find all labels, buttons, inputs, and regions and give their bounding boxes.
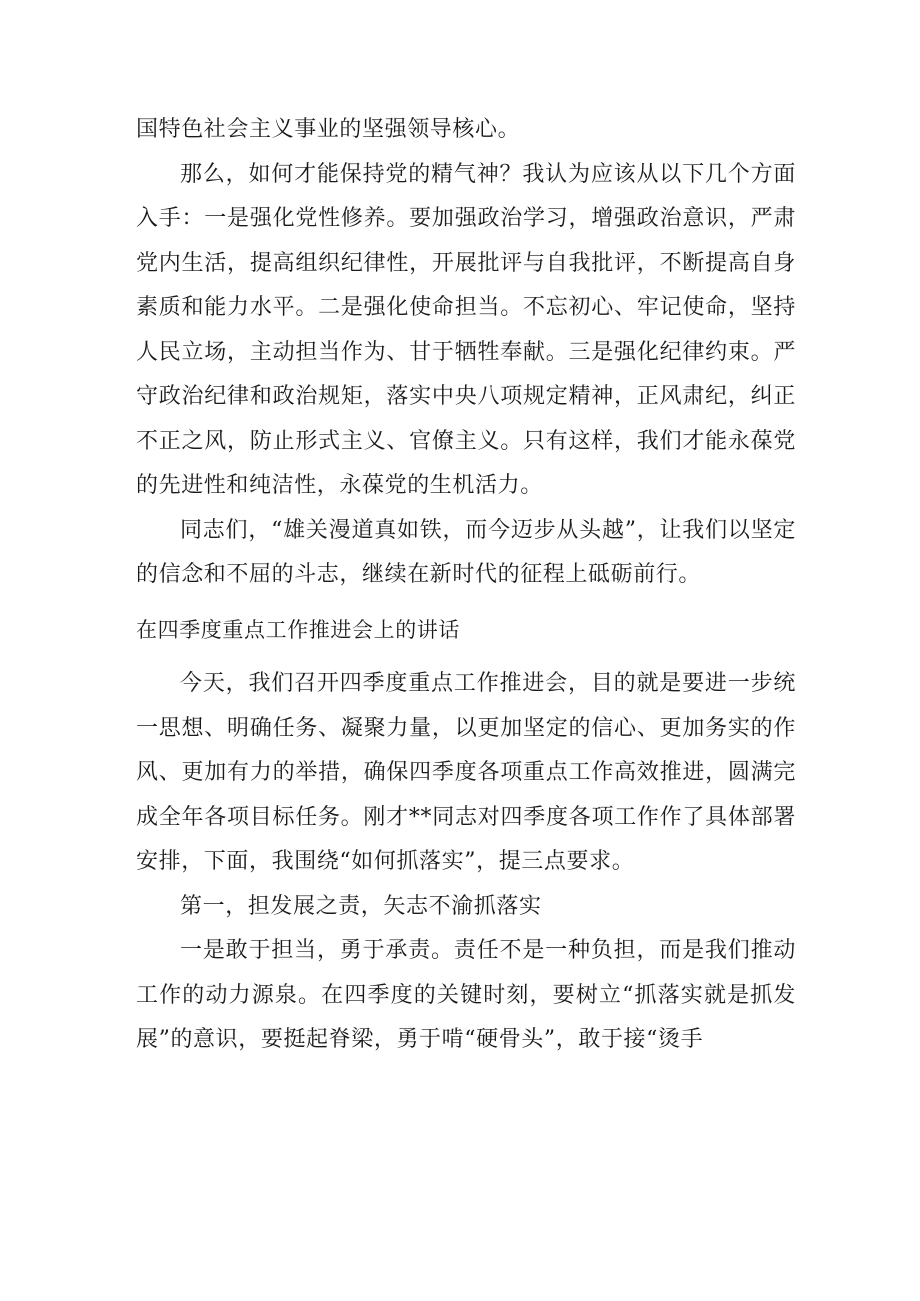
document-body <box>136 108 796 1063</box>
subheading: 第一，担发展之责，矢志不渝抓落实 <box>180 893 542 919</box>
closing-paragraph: 同志们，“雄关漫道真如铁，而今迈步从头越”，让我们以坚定的信念和不屈的斗志，继续在新时代的征程上砥砺前行。 <box>136 517 796 587</box>
continued-paragraph: 国特色社会主义事业的坚强领导核心。 <box>136 117 521 142</box>
section-title: 在四季度重点工作推进会上的讲话 <box>136 617 460 642</box>
body-paragraph: 那么，如何才能保持党的精气神？我认为应该从以下几个方面入手：一是强化党性修养。要加强政治学习，增强政治意识，严肃党内生活，提高组织纪律性，开展批评与自我批评，不断提高自身素质和能力水平。二是强化使命担当。不忘初心、牢记使命，坚持人民立场，主动担当作为、甘于牺牲奉献。三是强化纪律约束。严守政治纪律和政治规矩，落实中央八项规定精神，正风肃纪，纠正不正之风，防止形式主义、官僚主义。只有这样，我们才能永葆党的先进性和纯洁性，永葆党的生机活力。 <box>136 161 796 498</box>
body-paragraph: 今天，我们召开四季度重点工作推进会，目的就是要进一步统一思想、明确任务、凝聚力量，以更加坚定的信心、更加务实的作风、更加有力的举措，确保四季度各项重点工作高效推进，圆满完成全年各项目标任务。刚才**同志对四季度各项工作作了具体部署安排，下面，我围绕“如何抓落实”，提三点要求。 <box>136 671 796 874</box>
body-paragraph: 一是敢于担当，勇于承责。责任不是一种负担，而是我们推动工作的动力源泉。在四季度的关键时刻，要树立“抓落实就是抓发展”的意识，要挺起脊梁，勇于啃“硬骨头”，敢于接“烫手 <box>136 938 796 1052</box>
